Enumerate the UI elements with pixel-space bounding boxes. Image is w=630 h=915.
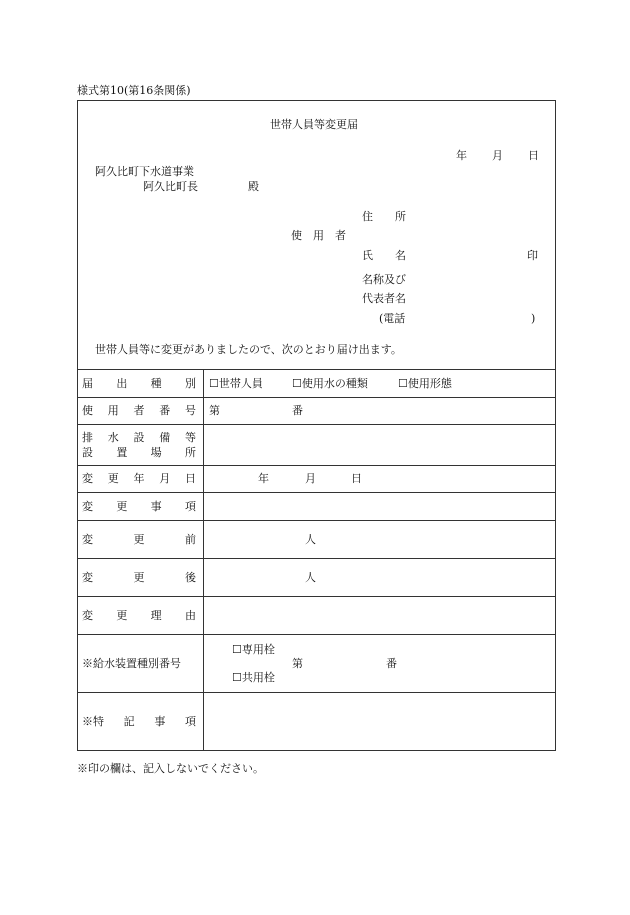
phone-close: ) — [531, 312, 536, 325]
address-label: 住 所 — [362, 210, 406, 223]
date-year-label: 年 — [456, 149, 467, 162]
row-change-date-label: 変 更 年 月 日 — [82, 472, 196, 485]
user-number-prefix: 第 — [209, 404, 220, 417]
statement: 世帯人員等に変更がありましたので、次のとおり届け出ます。 — [95, 343, 402, 356]
footnote: ※印の欄は、記入しないでください。 — [77, 762, 264, 775]
row-divider — [77, 397, 556, 398]
row-remarks-label: ※特 記 事 項 — [82, 715, 196, 728]
name-label: 氏 名 — [362, 249, 406, 262]
addressee-line2: 阿久比町長 — [143, 180, 198, 193]
user-number-suffix: 番 — [292, 404, 303, 417]
row-divider — [77, 558, 556, 559]
option-water-type[interactable]: ☐使用水の種類 — [292, 377, 368, 390]
option-household-members[interactable]: ☐世帯人員 — [209, 377, 263, 390]
row-supply-type-label: ※給水装置種別番号 — [82, 657, 181, 670]
form-title: 世帯人員等変更届 — [270, 118, 358, 131]
row-user-number-label: 使 用 者 番 号 — [82, 404, 196, 417]
form-number: 様式第10(第16条関係) — [77, 84, 191, 97]
form-frame — [77, 100, 556, 751]
change-date-day: 日 — [351, 472, 362, 485]
row-reason-label: 変 更 理 由 — [82, 609, 196, 622]
row-after-label: 変 更 後 — [82, 571, 196, 584]
seal-mark: 印 — [527, 249, 538, 262]
row-before-label: 変 更 前 — [82, 533, 196, 546]
row-divider — [77, 634, 556, 635]
row-divider — [77, 520, 556, 521]
option-private-tap[interactable]: ☐専用栓 — [232, 643, 275, 656]
addressee-line1: 阿久比町下水道事業 — [95, 165, 194, 178]
row-type-label: 届 出 種 別 — [82, 377, 196, 390]
phone-open: (電話 — [379, 312, 406, 325]
supply-number-suffix: 番 — [386, 657, 397, 670]
row-divider — [77, 465, 556, 466]
row-change-item-label: 変 更 事 項 — [82, 500, 196, 513]
date-day-label: 日 — [528, 149, 539, 162]
supply-number-prefix: 第 — [292, 657, 303, 670]
change-date-year: 年 — [258, 472, 269, 485]
option-usage-form[interactable]: ☐使用形態 — [398, 377, 452, 390]
option-shared-tap[interactable]: ☐共用栓 — [232, 671, 275, 684]
corp-label-1: 名称及び — [362, 273, 406, 286]
change-date-month: 月 — [305, 472, 316, 485]
row-divider — [77, 492, 556, 493]
after-unit: 人 — [305, 571, 316, 584]
addressee-honorific: 殿 — [248, 180, 259, 193]
row-location-label-line1: 排 水 設 備 等 — [82, 431, 196, 444]
row-divider — [77, 596, 556, 597]
row-divider — [77, 692, 556, 693]
row-location-label-line2: 設 置 場 所 — [82, 446, 196, 459]
before-unit: 人 — [305, 533, 316, 546]
row-divider — [77, 424, 556, 425]
table-top-rule — [77, 369, 556, 370]
user-group-label: 使 用 者 — [291, 229, 346, 242]
column-divider — [203, 369, 204, 751]
corp-label-2: 代表者名 — [362, 292, 406, 305]
date-month-label: 月 — [492, 149, 503, 162]
